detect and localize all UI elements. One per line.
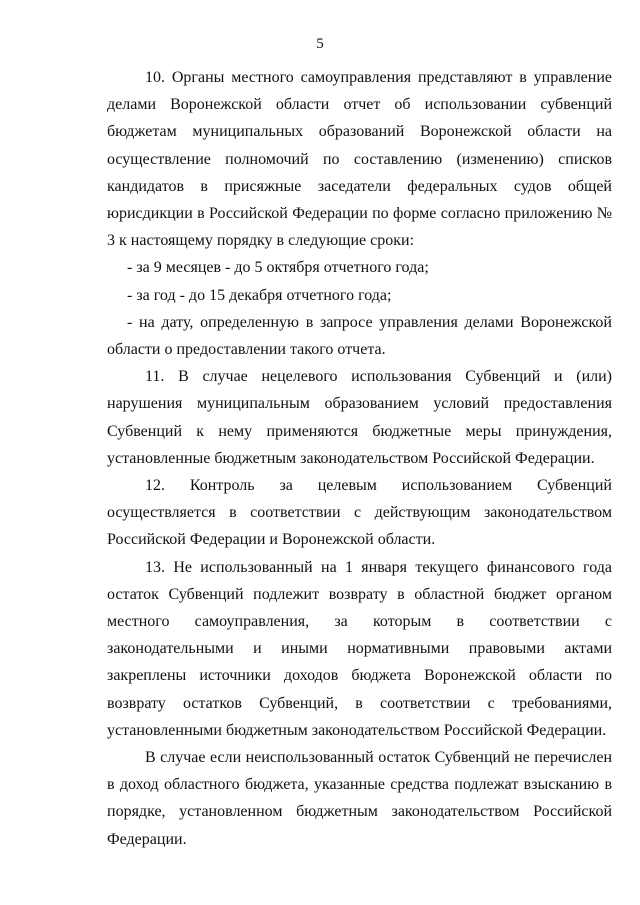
page-number: 5 [316,36,324,52]
list-item-on-request: - на дату, определенную в запросе управления делами Воронежской области о предоставлении такого отчета. [107,313,612,359]
paragraph-13: 13. Не использованный на 1 января текущего финансового года остаток Субвенций подлежит возврату в областной бюджет органом местного самоуправления, за которым в соответствии с законодательными и иными нормативными правовыми актами закреплены источники доходов бюджета Воронежской области по возврату остатков Субвенций, в соответствии с требованиями, установленными бюджетным законодательством Российской Федерации. [107,558,612,739]
paragraph-12: 12. Контроль за целевым использованием Субвенций осуществляется в соответствии с действующим законодательством Российской Федерации и Воронежской области. [107,477,612,549]
document-body [107,64,612,853]
paragraph-10: 10. Органы местного самоуправления представляют в управление делами Воронежской области отчет об использовании субвенций бюджетам муниципальных образований Воронежской области на осуществление полномочий по составлению (изменению) списков кандидатов в присяжные заседатели федеральных судов общей юрисдикции в Российской Федерации по форме согласно приложению № 3 к настоящему порядку в следующие сроки: [107,69,612,250]
list-item-year: - за год - до 15 декабря отчетного года; [127,286,392,304]
paragraph-13-continuation: В случае если неиспользованный остаток Субвенций не перечислен в доход областного бюджета, указанные средства подлежат взысканию в порядке, установленном бюджетным законодательством Российской Федерации. [107,749,612,848]
paragraph-11: 11. В случае нецелевого использования Субвенций и (или) нарушения муниципальным образованием условий предоставления Субвенций к нему применяются бюджетные меры принуждения, установленные бюджетным законодательством Российской Федерации. [107,368,612,467]
list-item-9-months: - за 9 месяцев - до 5 октября отчетного года; [127,259,429,277]
